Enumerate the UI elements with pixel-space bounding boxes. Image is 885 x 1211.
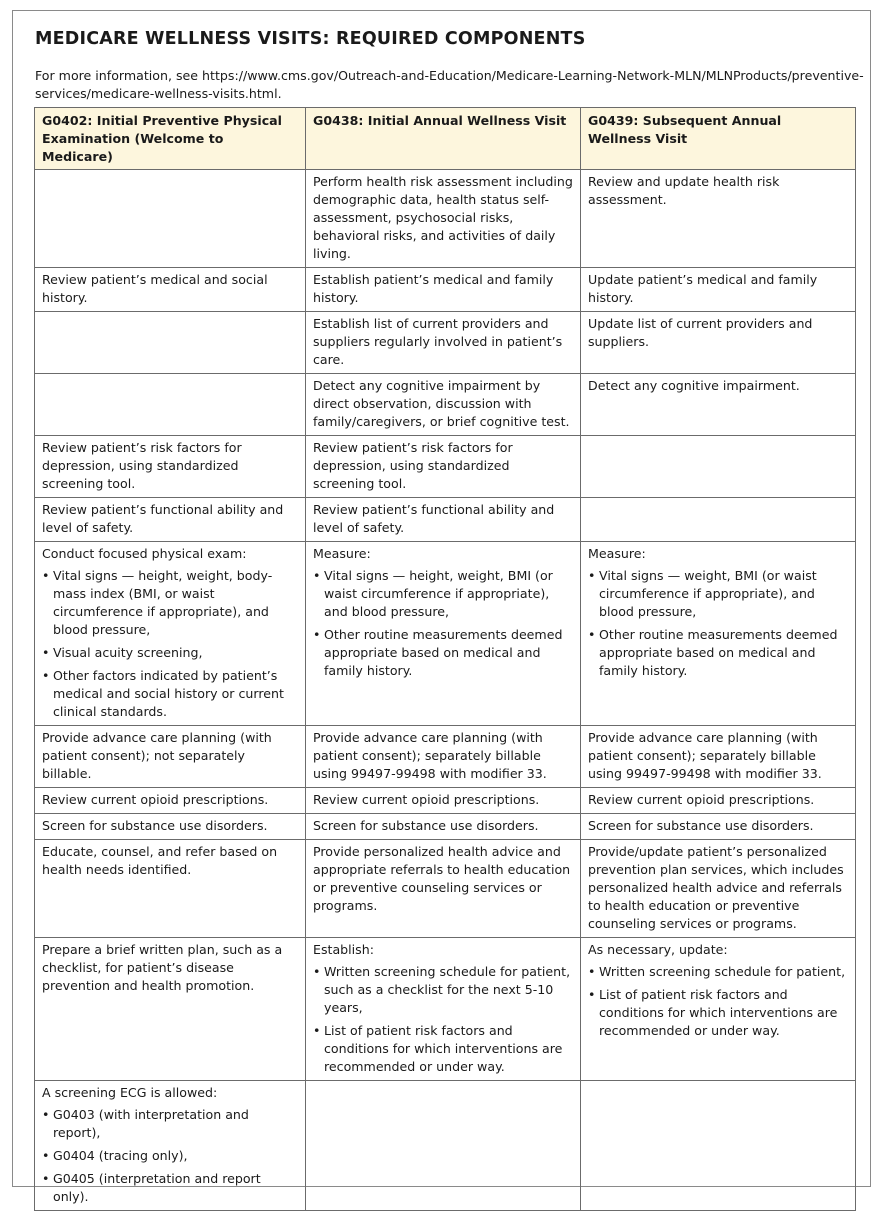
bullet-list: [42, 1106, 298, 1206]
cell-g0439: [581, 498, 856, 542]
list-item: [313, 963, 573, 1017]
cell-g0438: [306, 498, 581, 542]
list-item-text: Vital signs — height, weight, BMI (or waist circumference if appropriate), and blood pressure,: [324, 568, 553, 619]
cell-text: A screening ECG is allowed:: [42, 1085, 218, 1100]
cell-g0438: [306, 1081, 581, 1211]
list-item: [588, 963, 848, 981]
cell-text: Detect any cognitive impairment.: [588, 378, 800, 393]
bullet-icon: •: [313, 627, 321, 642]
cell-g0439: [581, 436, 856, 498]
cell-text: Prepare a brief written plan, such as a checklist, for patient’s disease prevention and health promotion.: [42, 942, 283, 993]
cell-text: Detect any cognitive impairment by direct observation, discussion with family/caregivers, or brief cognitive test.: [313, 378, 570, 429]
list-item: [588, 567, 848, 621]
cell-text: Provide advance care planning (with patient consent); separately billable using 99497-99498 with modifier 33.: [313, 730, 547, 781]
cell-g0439: [581, 268, 856, 312]
cell-text: Review patient’s risk factors for depression, using standardized screening tool.: [42, 440, 242, 491]
cell-text: Review patient’s functional ability and level of safety.: [42, 502, 284, 535]
bullet-icon: •: [588, 627, 596, 642]
header-g0439: G0439: Subsequent Annual Wellness Visit: [581, 108, 856, 170]
list-item-text: Other routine measurements deemed appropriate based on medical and family history.: [599, 627, 838, 678]
cell-text: Review patient’s medical and social history.: [42, 272, 268, 305]
cell-g0438: [306, 814, 581, 840]
list-item: [42, 1170, 298, 1206]
cell-text: Establish:: [313, 942, 374, 957]
cell-text: Conduct focused physical exam:: [42, 546, 247, 561]
more-info-text: For more information, see https://www.cms.gov/Outreach-and-Education/Medicare-Learning-Network-MLN/MLNProducts/preventive-services/medicare-wellness-visits.html.: [35, 68, 864, 101]
cell-g0439: [581, 312, 856, 374]
list-item-text: Written screening schedule for patient, such as a checklist for the next 5-10 years,: [324, 964, 571, 1015]
table-row: [35, 498, 856, 542]
cell-text: Measure:: [588, 546, 646, 561]
components-table: [34, 107, 856, 1211]
cell-g0402: [35, 840, 306, 938]
cell-g0439: [581, 814, 856, 840]
cell-text: Review patient’s functional ability and level of safety.: [313, 502, 555, 535]
cell-text: Perform health risk assessment including demographic data, health status self-assessment, psychosocial risks, behavioral risks, and activities of daily living.: [313, 174, 573, 261]
cell-g0439: [581, 542, 856, 726]
cell-text: Screen for substance use disorders.: [313, 818, 539, 833]
cell-g0402: [35, 374, 306, 436]
cell-text: Review patient’s risk factors for depression, using standardized screening tool.: [313, 440, 513, 491]
cell-g0438: [306, 374, 581, 436]
cell-g0402: [35, 268, 306, 312]
list-item-text: Vital signs — weight, BMI (or waist circumference if appropriate), and blood pressure,: [599, 568, 817, 619]
cell-g0438: [306, 436, 581, 498]
cell-g0439: [581, 840, 856, 938]
list-item-text: Visual acuity screening,: [53, 645, 203, 660]
cell-text: Screen for substance use disorders.: [42, 818, 268, 833]
cell-g0438: [306, 268, 581, 312]
cell-g0438: [306, 170, 581, 268]
list-item-text: Vital signs — height, weight, body-mass index (BMI, or waist circumference if appropriate), and blood pressure,: [53, 568, 273, 637]
bullet-list: [42, 567, 298, 721]
bullet-icon: •: [313, 964, 321, 979]
cell-text: Update list of current providers and suppliers.: [588, 316, 813, 349]
list-item: [42, 667, 298, 721]
list-item-text: List of patient risk factors and conditions for which interventions are recommended or under way.: [324, 1023, 563, 1074]
list-item-text: G0405 (interpretation and report only).: [53, 1171, 261, 1204]
list-item: [42, 644, 298, 662]
bullet-list: [313, 567, 573, 680]
list-item: [588, 986, 848, 1040]
bullet-icon: •: [42, 568, 50, 583]
cell-text: Measure:: [313, 546, 371, 561]
cell-g0439: [581, 1081, 856, 1211]
list-item: [42, 1147, 298, 1165]
table-row: [35, 938, 856, 1081]
cell-g0438: [306, 312, 581, 374]
table-row: [35, 268, 856, 312]
cell-g0402: [35, 498, 306, 542]
list-item: [313, 567, 573, 621]
bullet-icon: •: [42, 668, 50, 683]
cell-text: Review current opioid prescriptions.: [42, 792, 269, 807]
bullet-icon: •: [42, 645, 50, 660]
bullet-list: [313, 963, 573, 1076]
cell-text: As necessary, update:: [588, 942, 728, 957]
list-item: [313, 626, 573, 680]
cell-text: Screen for substance use disorders.: [588, 818, 814, 833]
cell-g0439: [581, 726, 856, 788]
cell-g0439: [581, 170, 856, 268]
cell-text: Update patient’s medical and family history.: [588, 272, 818, 305]
table-row: [35, 542, 856, 726]
header-g0402: G0402: Initial Preventive Physical Examination (Welcome to Medicare): [35, 108, 306, 170]
list-item-text: List of patient risk factors and conditions for which interventions are recommended or under way.: [599, 987, 838, 1038]
table-row: [35, 436, 856, 498]
bullet-icon: •: [588, 568, 596, 583]
list-item: [42, 567, 298, 639]
list-item-text: Written screening schedule for patient,: [599, 964, 846, 979]
cell-g0439: [581, 938, 856, 1081]
bullet-list: [588, 963, 848, 1040]
table-header-row: [35, 108, 856, 170]
table-row: [35, 170, 856, 268]
cell-g0438: [306, 840, 581, 938]
table-row: [35, 374, 856, 436]
cell-g0438: [306, 938, 581, 1081]
cell-text: Establish patient’s medical and family history.: [313, 272, 554, 305]
table-row: [35, 788, 856, 814]
cell-text: Establish list of current providers and suppliers regularly involved in patient’s care.: [313, 316, 563, 367]
table-row: [35, 840, 856, 938]
table-row: [35, 1081, 856, 1211]
list-item: [588, 626, 848, 680]
bullet-icon: •: [42, 1171, 50, 1186]
bullet-icon: •: [42, 1107, 50, 1122]
cell-text: Educate, counsel, and refer based on health needs identified.: [42, 844, 278, 877]
cell-g0402: [35, 814, 306, 840]
cell-g0438: [306, 542, 581, 726]
list-item-text: G0404 (tracing only),: [53, 1148, 188, 1163]
table-row: [35, 814, 856, 840]
cell-g0402: [35, 788, 306, 814]
list-item: [42, 1106, 298, 1142]
cell-text: Provide advance care planning (with patient consent); separately billable using 99497-99498 with modifier 33.: [588, 730, 822, 781]
cell-g0402: [35, 170, 306, 268]
table-body: [35, 170, 856, 1211]
bullet-icon: •: [313, 1023, 321, 1038]
cell-g0402: [35, 312, 306, 374]
page-title: MEDICARE WELLNESS VISITS: REQUIRED COMPONENTS: [35, 29, 586, 49]
list-item-text: Other routine measurements deemed appropriate based on medical and family history.: [324, 627, 563, 678]
cell-g0402: [35, 1081, 306, 1211]
list-item: [313, 1022, 573, 1076]
cell-g0402: [35, 542, 306, 726]
bullet-icon: •: [588, 964, 596, 979]
header-g0438: G0438: Initial Annual Wellness Visit: [306, 108, 581, 170]
bullet-icon: •: [42, 1148, 50, 1163]
cell-g0438: [306, 788, 581, 814]
bullet-list: [588, 567, 848, 680]
cell-g0439: [581, 374, 856, 436]
cell-g0439: [581, 788, 856, 814]
cell-text: Review current opioid prescriptions.: [588, 792, 815, 807]
cell-g0402: [35, 436, 306, 498]
bullet-icon: •: [588, 987, 596, 1002]
list-item-text: Other factors indicated by patient’s medical and social history or current clinical standards.: [53, 668, 284, 719]
cell-text: Provide/update patient’s personalized prevention plan services, which includes personalized health advice and referrals to health education or preventive counseling services or programs.: [588, 844, 844, 931]
cell-text: Provide personalized health advice and appropriate referrals to health education or preventive counseling services or programs.: [313, 844, 571, 913]
table-row: [35, 312, 856, 374]
cell-g0402: [35, 938, 306, 1081]
cell-text: Review current opioid prescriptions.: [313, 792, 540, 807]
cell-g0438: [306, 726, 581, 788]
list-item-text: G0403 (with interpretation and report),: [53, 1107, 249, 1140]
bullet-icon: •: [313, 568, 321, 583]
table-row: [35, 726, 856, 788]
cell-g0402: [35, 726, 306, 788]
cell-text: Review and update health risk assessment.: [588, 174, 780, 207]
cell-text: Provide advance care planning (with patient consent); not separately billable.: [42, 730, 272, 781]
page-frame: [12, 10, 871, 1204]
